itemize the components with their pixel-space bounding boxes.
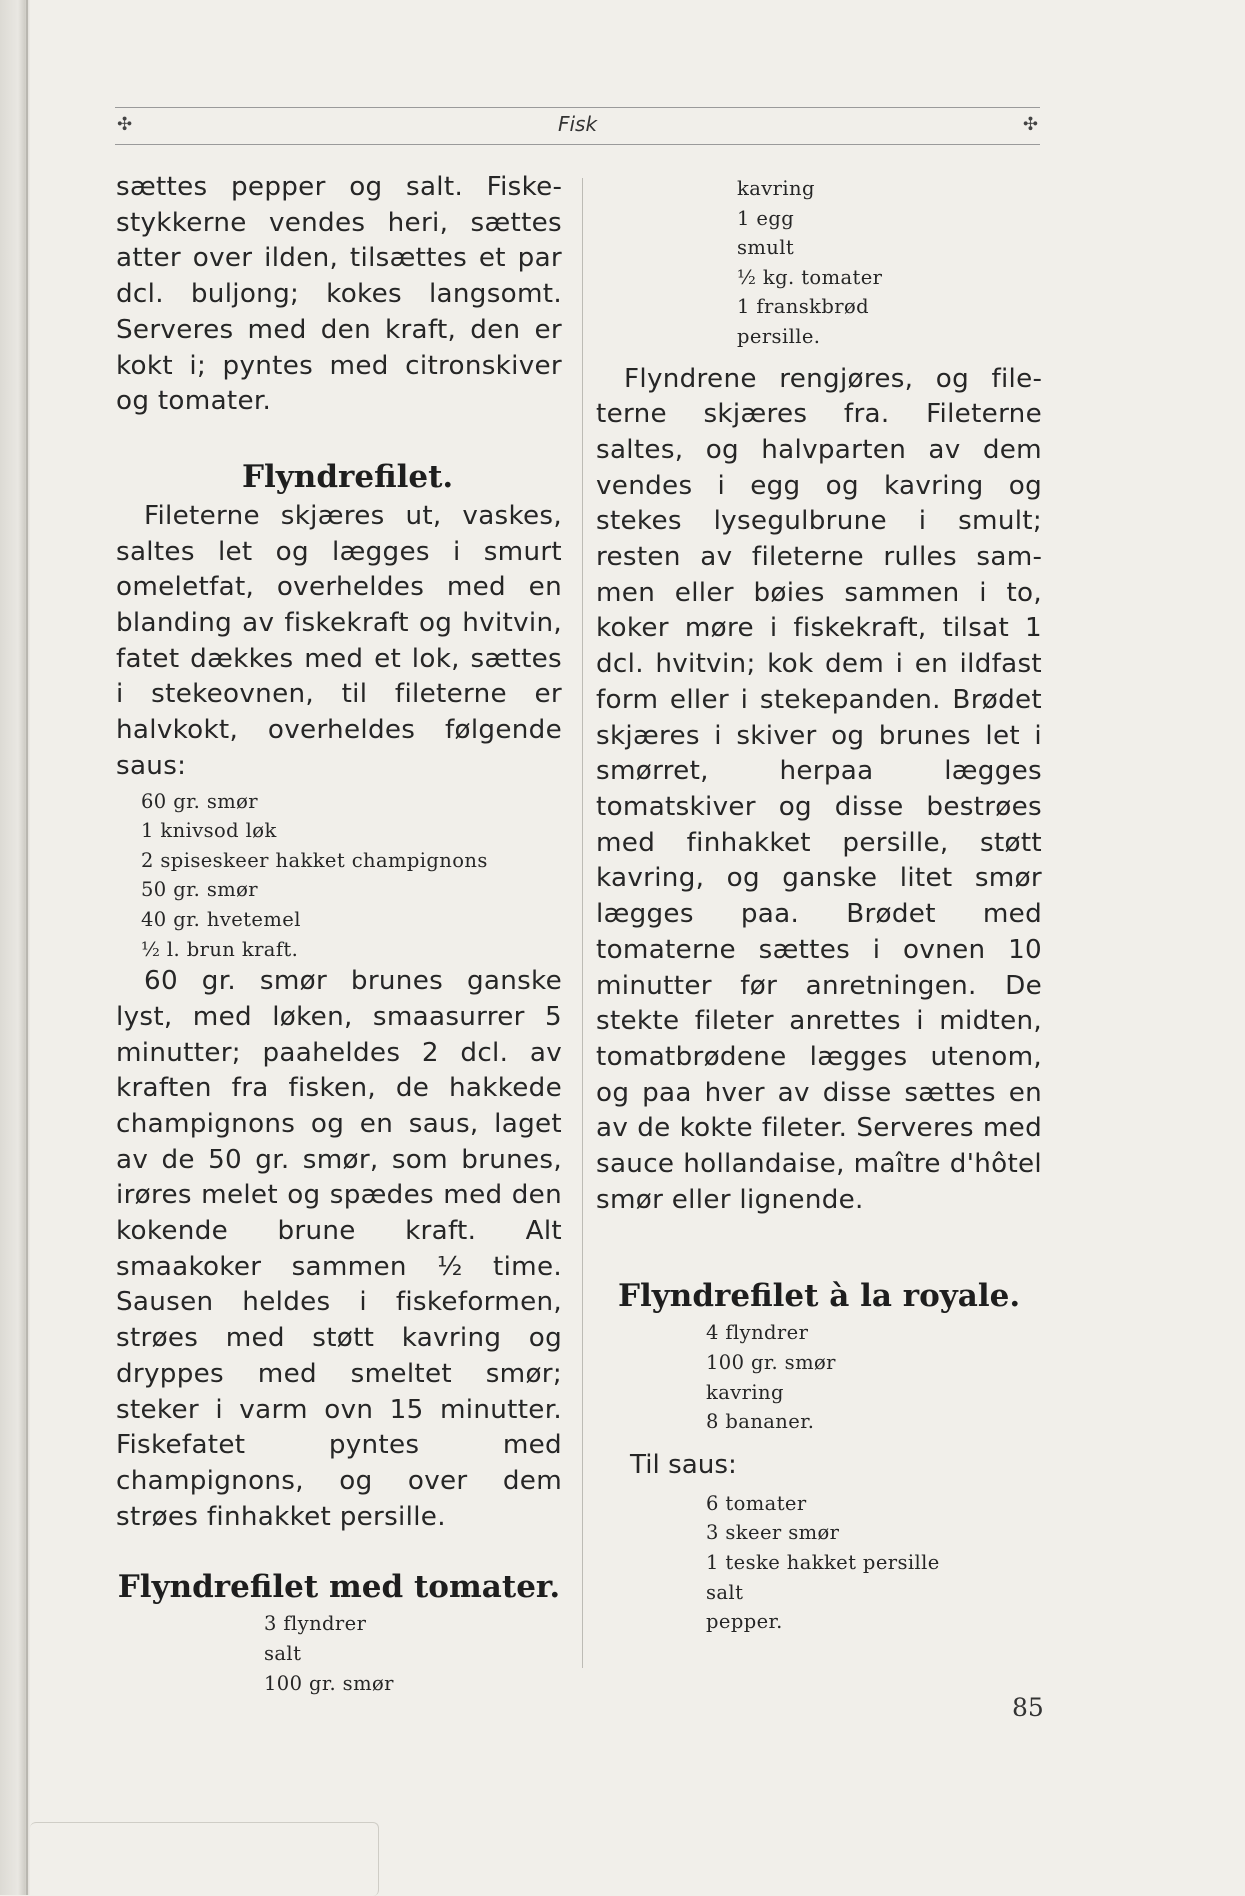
ingredient-item: 1 teske hakket persille bbox=[706, 1551, 940, 1574]
sauce-label: Til saus: bbox=[630, 1449, 737, 1480]
ingredient-item: 40 gr. hvetemel bbox=[141, 907, 301, 931]
recipe-title-tomater: Flyndrefilet med tomater. bbox=[117, 1569, 561, 1606]
ingredient-item: 6 tomater bbox=[706, 1491, 807, 1515]
running-header bbox=[115, 107, 1040, 145]
page-edge-tab bbox=[30, 1822, 379, 1896]
flyndrefilet-method: 60 gr. smør brunes ganske lyst, med løken, smaasurrer 5 minutter; paaheldes 2 dcl. av kraften fra fisken, de hakkede champignons og en saus, laget av de 50 gr. smør, som brunes, irøres melet og spædes med den kokende brune kraft. Alt smaakoker sammen ½ time. Sausen heldes i fiskeformen, strøes med støtt kavring og dryppes med smeltet smør; steker i varm ovn 15 minutter. Fiskefatet pyntes med champignons, og over dem strøes finhakket persille. bbox=[116, 966, 562, 1532]
ingredient-item: pepper. bbox=[706, 1610, 783, 1634]
ingredient-item: 50 gr. smør bbox=[141, 878, 259, 902]
ingredient-item: ½ kg. tomater bbox=[737, 265, 883, 289]
ingredient-item: ½ l. brun kraft. bbox=[141, 937, 299, 961]
header-title: Fisk bbox=[557, 112, 598, 136]
royale-ingredients bbox=[596, 1318, 1042, 1436]
ingredient-item: persille. bbox=[737, 324, 821, 348]
ingredient-item: 1 knivsod løk bbox=[141, 819, 277, 843]
ingredient-item: 3 skeer smør bbox=[706, 1521, 840, 1545]
ingredient-item: 1 egg bbox=[737, 206, 795, 230]
ornament-right-icon: ✣ bbox=[1022, 114, 1038, 135]
ingredient-item: smult bbox=[737, 236, 795, 260]
ingredient-item: 3 flyndrer bbox=[264, 1612, 367, 1636]
ingredient-item: 100 gr. smør bbox=[706, 1351, 836, 1375]
tomater-body: Flyndrene rengjøres, og fileterne skjæres fra. Fileterne saltes, og halvparten av dem vendes i egg og kavring og stekes lysegulbrune i smult; resten av fileterne rulles sammen eller bøies sammen i to, koker møre i fiskekraft, tilsat 1 dcl. hvitvin; kok dem i en ildfast form eller i stekepanden. Brødet skjæres i skiver og brunes let i smørret, herpaa lægges tomatskiver og disse bestrøes med finhakket persille, støtt kavring, og ganske litet smør lægges paa. Brødet med tomaterne sættes i ovnen 10 minutter før anretningen. De stekte fileter anrettes i midten, tomatbrødene lægges utenom, og paa hver av disse sættes en av de kokte fileter. Serveres med sauce hollandaise, maître d'hôtel smør eller lignende. bbox=[596, 363, 1042, 1215]
ingredient-item: salt bbox=[706, 1580, 744, 1604]
ingredient-item: 60 gr. smør bbox=[141, 789, 259, 813]
flyndrefilet-ingredients bbox=[116, 787, 562, 965]
ingredient-item: 4 flyndrer bbox=[706, 1321, 809, 1345]
spine-edge bbox=[26, 0, 28, 1895]
ingredient-item: 2 spiseskeer hakket champignons bbox=[141, 848, 488, 872]
ingredient-item: kavring bbox=[706, 1380, 784, 1404]
ornament-left-icon: ✣ bbox=[117, 114, 133, 135]
column-divider bbox=[582, 178, 583, 1668]
ingredient-item: 8 bananer. bbox=[706, 1410, 815, 1434]
ingredient-item: 1 franskbrød bbox=[737, 295, 869, 319]
tomater-ingredients bbox=[116, 1609, 562, 1698]
left-column bbox=[116, 170, 562, 1698]
ingredient-item: salt bbox=[264, 1641, 302, 1665]
recipe-title-royale: Flyndrefilet à la royale. bbox=[618, 1278, 1021, 1315]
intro-paragraph: sættes pepper og salt. Fiskestykkerne vendes heri, sættes atter over ilden, tilsættes et par dcl. buljong; kokes langsomt. Serveres med den kraft, den er kokt i; pyntes med citronskiver og tomater. bbox=[116, 172, 562, 417]
right-column bbox=[596, 170, 1042, 1637]
tomater-ingredients-continued bbox=[596, 174, 1042, 352]
ingredient-item: kavring bbox=[737, 177, 815, 200]
flyndrefilet-body: Fileterne skjæres ut, vaskes, saltes let og lægges i smurt omeletfat, overheldes med en blanding av fiskekraft og hvitvin, fatet dækkes med et lok, sættes i stekeovnen, til fileterne er halvkokt, overheldes følgende saus: bbox=[116, 500, 562, 781]
recipe-title-flyndrefilet: Flyndrefilet. bbox=[242, 458, 454, 495]
sauce-ingredients bbox=[596, 1489, 1042, 1637]
ingredient-item: 100 gr. smør bbox=[264, 1671, 394, 1695]
page-number: 85 bbox=[1012, 1693, 1044, 1722]
